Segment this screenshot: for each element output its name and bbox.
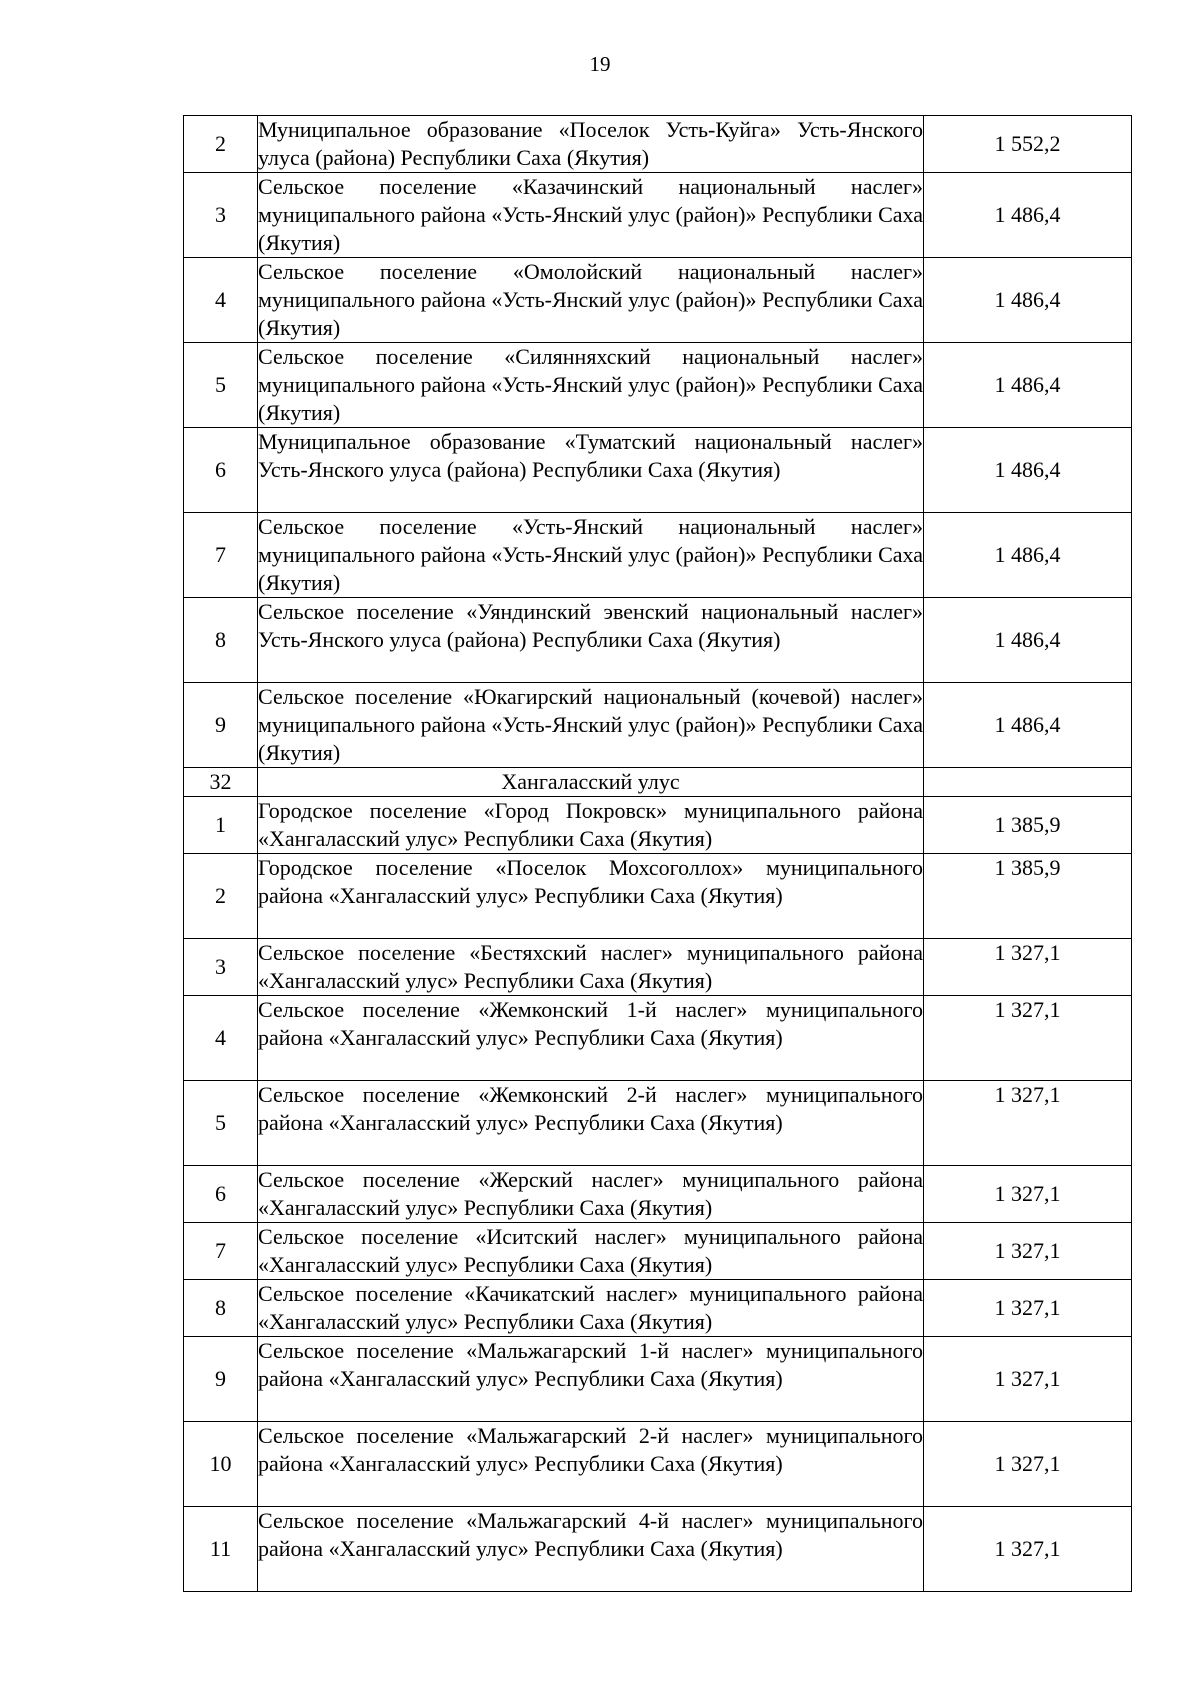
section-number: 32 bbox=[184, 768, 258, 797]
table-row bbox=[184, 116, 1132, 173]
municipality-name: Муниципальное образование «Туматский национальный наслег» Усть-Янского улуса (района) Республики Саха (Якутия) bbox=[258, 428, 924, 513]
row-number: 6 bbox=[184, 428, 258, 513]
amount-value: 1 327,1 bbox=[924, 1280, 1132, 1337]
amount-value: 1 327,1 bbox=[924, 1507, 1132, 1592]
table-row bbox=[184, 513, 1132, 598]
municipality-name: Сельское поселение «Жемконский 2-й наслег» муниципального района «Хангаласский улус» Республики Саха (Якутия) bbox=[258, 1081, 924, 1166]
table-row bbox=[184, 1166, 1132, 1223]
amount-value: 1 486,4 bbox=[924, 258, 1132, 343]
municipality-name: Сельское поселение «Юкагирский национальный (кочевой) наслег» муниципального района «Усть-Янский улус (район)» Республики Саха (Якутия) bbox=[258, 683, 924, 768]
municipality-name: Сельское поселение «Казачинский национальный наслег» муниципального района «Усть-Янский улус (район)» Республики Саха (Якутия) bbox=[258, 173, 924, 258]
municipality-name: Городское поселение «Поселок Мохсоголлох» муниципального района «Хангаласский улус» Республики Саха (Якутия) bbox=[258, 854, 924, 939]
row-number: 4 bbox=[184, 258, 258, 343]
table-row bbox=[184, 996, 1132, 1081]
row-number: 10 bbox=[184, 1422, 258, 1507]
table-row bbox=[184, 258, 1132, 343]
amount-value: 1 327,1 bbox=[924, 996, 1132, 1081]
table-row bbox=[184, 428, 1132, 513]
amount-value: 1 327,1 bbox=[924, 1081, 1132, 1166]
row-number: 6 bbox=[184, 1166, 258, 1223]
row-number: 8 bbox=[184, 1280, 258, 1337]
table-row bbox=[184, 1280, 1132, 1337]
row-number: 3 bbox=[184, 939, 258, 996]
amount-value: 1 327,1 bbox=[924, 1166, 1132, 1223]
table-row bbox=[184, 173, 1132, 258]
municipality-name: Сельское поселение «Иситский наслег» муниципального района «Хангаласский улус» Республики Саха (Якутия) bbox=[258, 1223, 924, 1280]
amount-value: 1 327,1 bbox=[924, 939, 1132, 996]
table-row bbox=[184, 1507, 1132, 1592]
table-row bbox=[184, 343, 1132, 428]
row-number: 5 bbox=[184, 1081, 258, 1166]
municipality-name: Сельское поселение «Мальжагарский 4-й наслег» муниципального района «Хангаласский улус» Республики Саха (Якутия) bbox=[258, 1507, 924, 1592]
table-row bbox=[184, 1337, 1132, 1422]
table-row bbox=[184, 1422, 1132, 1507]
row-number: 1 bbox=[184, 797, 258, 854]
municipality-name: Сельское поселение «Жерский наслег» муниципального района «Хангаласский улус» Республики Саха (Якутия) bbox=[258, 1166, 924, 1223]
section-header-row bbox=[184, 768, 1132, 797]
amount-value: 1 385,9 bbox=[924, 797, 1132, 854]
row-number: 4 bbox=[184, 996, 258, 1081]
amount-value: 1 552,2 bbox=[924, 116, 1132, 173]
row-number: 7 bbox=[184, 1223, 258, 1280]
municipality-name: Сельское поселение «Бестяхский наслег» муниципального района «Хангаласский улус» Республики Саха (Якутия) bbox=[258, 939, 924, 996]
municipality-name: Сельское поселение «Мальжагарский 2-й наслег» муниципального района «Хангаласский улус» Республики Саха (Якутия) bbox=[258, 1422, 924, 1507]
table-row bbox=[184, 1081, 1132, 1166]
municipality-name: Сельское поселение «Уяндинский эвенский национальный наслег» Усть-Янского улуса (района) Республики Саха (Якутия) bbox=[258, 598, 924, 683]
amount-value bbox=[924, 768, 1132, 797]
row-number: 7 bbox=[184, 513, 258, 598]
municipality-name: Сельское поселение «Омолойский национальный наслег» муниципального района «Усть-Янский улус (район)» Республики Саха (Якутия) bbox=[258, 258, 924, 343]
amount-value: 1 486,4 bbox=[924, 428, 1132, 513]
municipality-name: Сельское поселение «Силянняхский национальный наслег» муниципального района «Усть-Янский улус (район)» Республики Саха (Якутия) bbox=[258, 343, 924, 428]
row-number: 2 bbox=[184, 116, 258, 173]
table-row bbox=[184, 1223, 1132, 1280]
section-title: Хангаласский улус bbox=[258, 768, 924, 797]
row-number: 3 bbox=[184, 173, 258, 258]
amount-value: 1 385,9 bbox=[924, 854, 1132, 939]
row-number: 2 bbox=[184, 854, 258, 939]
amount-value: 1 327,1 bbox=[924, 1223, 1132, 1280]
table-row bbox=[184, 683, 1132, 768]
amount-value: 1 327,1 bbox=[924, 1422, 1132, 1507]
allocation-table bbox=[183, 115, 1132, 1592]
amount-value: 1 486,4 bbox=[924, 683, 1132, 768]
amount-value: 1 486,4 bbox=[924, 173, 1132, 258]
row-number: 9 bbox=[184, 683, 258, 768]
table-row bbox=[184, 854, 1132, 939]
table-row bbox=[184, 939, 1132, 996]
municipality-name: Сельское поселение «Качикатский наслег» муниципального района «Хангаласский улус» Республики Саха (Якутия) bbox=[258, 1280, 924, 1337]
municipality-name: Сельское поселение «Мальжагарский 1-й наслег» муниципального района «Хангаласский улус» Республики Саха (Якутия) bbox=[258, 1337, 924, 1422]
page-number: 19 bbox=[589, 52, 611, 76]
row-number: 8 bbox=[184, 598, 258, 683]
municipality-name: Муниципальное образование «Поселок Усть-Куйга» Усть-Янского улуса (района) Республики Саха (Якутия) bbox=[258, 116, 924, 173]
amount-value: 1 486,4 bbox=[924, 513, 1132, 598]
amount-value: 1 486,4 bbox=[924, 343, 1132, 428]
row-number: 5 bbox=[184, 343, 258, 428]
municipality-name: Сельское поселение «Жемконский 1-й наслег» муниципального района «Хангаласский улус» Республики Саха (Якутия) bbox=[258, 996, 924, 1081]
row-number: 9 bbox=[184, 1337, 258, 1422]
table-row bbox=[184, 797, 1132, 854]
amount-value: 1 486,4 bbox=[924, 598, 1132, 683]
municipality-name: Городское поселение «Город Покровск» муниципального района «Хангаласский улус» Республики Саха (Якутия) bbox=[258, 797, 924, 854]
row-number: 11 bbox=[184, 1507, 258, 1592]
table-row bbox=[184, 598, 1132, 683]
municipality-name: Сельское поселение «Усть-Янский национальный наслег» муниципального района «Усть-Янский улус (район)» Республики Саха (Якутия) bbox=[258, 513, 924, 598]
amount-value: 1 327,1 bbox=[924, 1337, 1132, 1422]
